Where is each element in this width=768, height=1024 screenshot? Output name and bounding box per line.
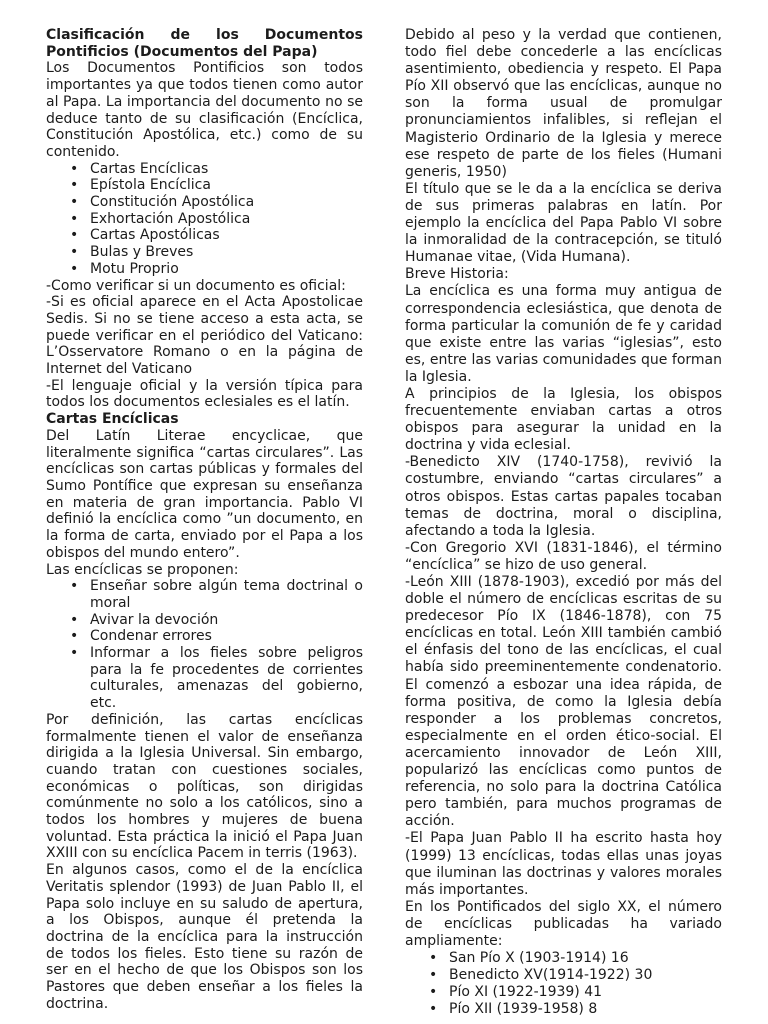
benedict-paragraph: -Benedicto XIV (1740-1758), revivió la costumbre, enviando “cartas circulares” a otros obispos. Estas cartas papales tocaban temas de doctrina, moral o disciplina, afectando a toda la Iglesia. bbox=[405, 454, 722, 539]
list-item: • Avivar la devoción bbox=[90, 612, 363, 629]
history-paragraph: La encíclica es una forma muy antigua de correspondencia eclesiástica, que denota de forma particular la comunión de fe y caridad que existe entre las varias “iglesias”, esto es, entre las varias comunidades que forman la Iglesia. bbox=[405, 283, 722, 385]
popes-list bbox=[405, 950, 722, 1018]
purposes-intro: Las encíclicas se proponen: bbox=[46, 561, 239, 578]
list-item: • Exhortación Apostólica bbox=[90, 211, 363, 228]
list-item: • Pío XI (1922-1939) 41 bbox=[449, 984, 722, 1001]
list-item: • Cartas Apostólicas bbox=[90, 227, 363, 244]
verify-question: -Como verificar si un documento es oficial: bbox=[46, 277, 346, 294]
list-item: • San Pío X (1903-1914) 16 bbox=[449, 950, 722, 967]
intro-paragraph: Los Documentos Pontificios son todos importantes ya que todos tienen como autor al Papa. La importancia del documento no se deduce tanto de su clasificación (Encíclica, Constitución Apostólica, etc.) como de su contenido. bbox=[46, 60, 363, 160]
history-label: Breve Historia: bbox=[405, 266, 509, 283]
verify-answer-2: -El lenguaje oficial y la versión típica para todos los documentos eclesiales es el latín. bbox=[46, 377, 363, 411]
definition-paragraph: Del Latín Literae encyclicae, que literalmente significa “cartas circulares”. Las encíclicas son cartas públicas y formales del Sumo Pontífice que expresan su enseñanza en materia de gran importancia. Pablo VI definió la encíclica como ”un documento, en la forma de carta, enviado por el Papa a los obispos del mundo entero”. bbox=[46, 427, 363, 561]
list-item: • Motu Proprio bbox=[90, 261, 363, 278]
value-paragraph: Por definición, las cartas encíclicas formalmente tienen el valor de enseñanza dirigida a la Iglesia Universal. Sin embargo, cuando tratan con cuestiones sociales, económicas o políticas, son dirigidas comúnmente no solo a los católicos, sino a todos los hombres y mujeres de buena voluntad. Esta práctica la inició el Papa Juan XXIII con su encíclica Pacem in terris (1963). bbox=[46, 711, 363, 862]
bishops-paragraph: A principios de la Iglesia, los obispos frecuentemente enviaban cartas a otros obispos para asegurar la unidad en la doctrina y vida eclesial. bbox=[405, 385, 722, 454]
gregory-paragraph: -Con Gregorio XVI (1831-1846), el término “encíclica” se hizo de uso general. bbox=[405, 539, 722, 573]
list-item: • Enseñar sobre algún tema doctrinal o moral bbox=[90, 578, 363, 611]
list-item: • Bulas y Breves bbox=[90, 244, 363, 261]
leo-paragraph: -León XIII (1878-1903), excedió por más del doble el número de encíclicas escritas de su predecesor Pío IX (1846-1878), con 75 encíclicas en total. León XIII también cambió el énfasis del tono de las encíclicas, el cual había sido preeminentemente condenatorio. El comenzó a esbozar una idea rápida, de forma positiva, de como la Iglesia debía responder a los problemas concretos, especialmente en el orden ético-social. El acercamiento innovador de León XIII, popularizó las encíclicas como puntos de referencia, no solo para la doctrina Católica pero también, para muchos programas de acción. bbox=[405, 574, 722, 830]
document-types-list bbox=[46, 161, 363, 278]
list-item: • Constitución Apostólica bbox=[90, 194, 363, 211]
purposes-list bbox=[46, 578, 363, 712]
right-column bbox=[405, 27, 722, 1018]
verify-answer-1: -Si es oficial aparece en el Acta Apostolicae Sedis. Si no se tiene acceso a esta acta, se puede verificar en el periódico del Vaticano: L’Osservatore Romano o en la página de Internet del Vaticano bbox=[46, 294, 363, 378]
list-item: • Condenar errores bbox=[90, 628, 363, 645]
weight-paragraph: Debido al peso y la verdad que contienen, todo fiel debe concederle a las encíclicas asentimiento, obediencia y respeto. El Papa Pío XII observó que las encíclicas, aunque no son la forma usual de promulgar pronunciamientos infalibles, si reflejan el Magisterio Ordinario de la Iglesia y merece ese respeto de parte de los fieles (Humani generis, 1950) bbox=[405, 27, 722, 180]
document-title: Clasificación de los Documentos Pontificios (Documentos del Papa) bbox=[46, 27, 363, 60]
title-paragraph: El título que se le da a la encíclica se deriva de sus primeras palabras en latín. Por ejemplo la encíclica del Papa Pablo VI sobre la inmoralidad de la contracepción, se tituló Humanae vitae, (Vida Humana). bbox=[405, 180, 722, 266]
twentieth-century-paragraph: En los Pontificados del siglo XX, el número de encíclicas publicadas ha variado ampliamente: bbox=[405, 898, 722, 949]
list-item: • Informar a los fieles sobre peligros para la fe procedentes de corrientes culturales, amenazas del gobierno, etc. bbox=[90, 645, 363, 712]
cases-paragraph: En algunos casos, como el de la encíclica Veritatis splendor (1993) de Juan Pablo II, el Papa solo incluye en su saludo de apertura, a los Obispos, aunque él pretenda la doctrina de la encíclica para la instrucción de todos los fieles. Esto tiene su razón de ser en el hecho de que los Obispos son los Pastores que deben enseñar a los fieles la doctrina. bbox=[46, 862, 363, 1012]
john-paul-paragraph: -El Papa Juan Pablo II ha escrito hasta hoy (1999) 13 encíclicas, todas ellas unas joyas que iluminan las doctrinas y valores morales más importantes. bbox=[405, 830, 722, 898]
section-title: Cartas Encíclicas bbox=[46, 411, 179, 428]
list-item: • Epístola Encíclica bbox=[90, 177, 363, 194]
list-item: • Benedicto XV(1914-1922) 30 bbox=[449, 967, 722, 984]
list-item: • Cartas Encíclicas bbox=[90, 161, 363, 178]
left-column bbox=[46, 27, 363, 1012]
list-item: • Pío XII (1939-1958) 8 bbox=[449, 1001, 722, 1018]
